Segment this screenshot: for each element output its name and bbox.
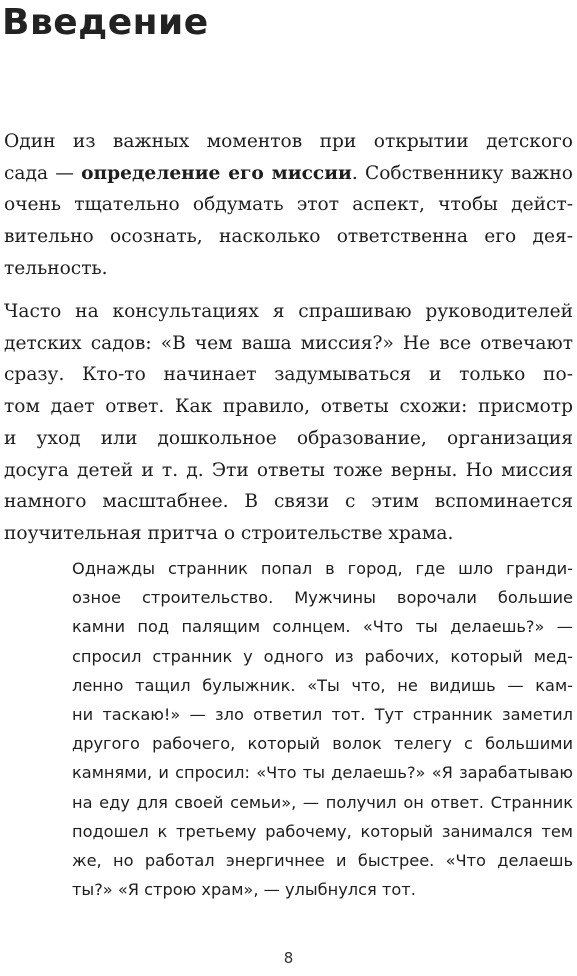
quote-line: другого рабочего, который волок телегу с большими (72, 734, 573, 754)
text-line-with-emphasis (4, 158, 573, 190)
quote-line: озное строительство. Мужчины ворочали большие (72, 588, 573, 608)
quote-line: камнями, и спросил: «Что ты делаешь?» «Я зарабатываю (72, 763, 573, 783)
text-line: Один из важных моментов при открытии детского (4, 131, 573, 152)
text-line: досуга детей и т. д. Эти ответы тоже верны. Но миссия (4, 459, 573, 481)
text-fragment: . Собственнику важно (351, 162, 573, 184)
text-line: Часто на консультациях я спрашиваю руководителей (4, 301, 573, 322)
quote-line: подошел к третьему рабочему, который занимался тем (72, 821, 573, 841)
text-line: поучительная притча о строительстве храма. (4, 522, 454, 544)
quote-line: камни под палящим солнцем. «Что ты делаешь?» — (72, 617, 573, 637)
parable-quote (72, 554, 573, 904)
paragraph-consultations (4, 296, 573, 550)
quote-line: ты?» «Я строю храм», — улыбнулся тот. (72, 880, 416, 900)
quote-line: на еду для своей семьи», — получил он ответ. Странник (72, 792, 573, 812)
paragraph-intro (4, 126, 573, 285)
text-line: очень тщательно обдумать этот аспект, чтобы дейст- (4, 194, 573, 216)
quote-line: Однажды странник попал в город, где шло гранди- (72, 559, 573, 578)
page-number: 8 (283, 949, 294, 967)
text-line: и уход или дошкольное образование, организация (4, 427, 573, 449)
quote-line: спросил странник у одного из рабочих, который мед- (72, 646, 573, 666)
text-line: намного масштабнее. В связи с этим вспоминается (4, 491, 573, 513)
text-line: детских садов: «В чем ваша миссия?» Не все отвечают (4, 332, 573, 354)
text-line: том дает ответ. Как правило, ответы схожи: присмотр (4, 396, 573, 418)
emphasis-mission: определение его миссии (81, 162, 352, 184)
text-fragment: сада — (4, 162, 82, 184)
text-line: сразу. Кто-то начинает задумываться и только по- (4, 364, 573, 386)
quote-line: ленно тащил булыжник. «Ты что, не видишь — кам- (72, 675, 573, 695)
text-line: вительно осознать, насколько ответственна его дея- (4, 226, 573, 248)
quote-line: же, но работал энергичнее и быстрее. «Что делаешь (72, 851, 573, 871)
quote-line: ни таскаю!» — зло ответил тот. Тут странник заметил (72, 705, 573, 725)
chapter-title: Введение (2, 2, 209, 43)
text-line: тельность. (4, 257, 108, 279)
